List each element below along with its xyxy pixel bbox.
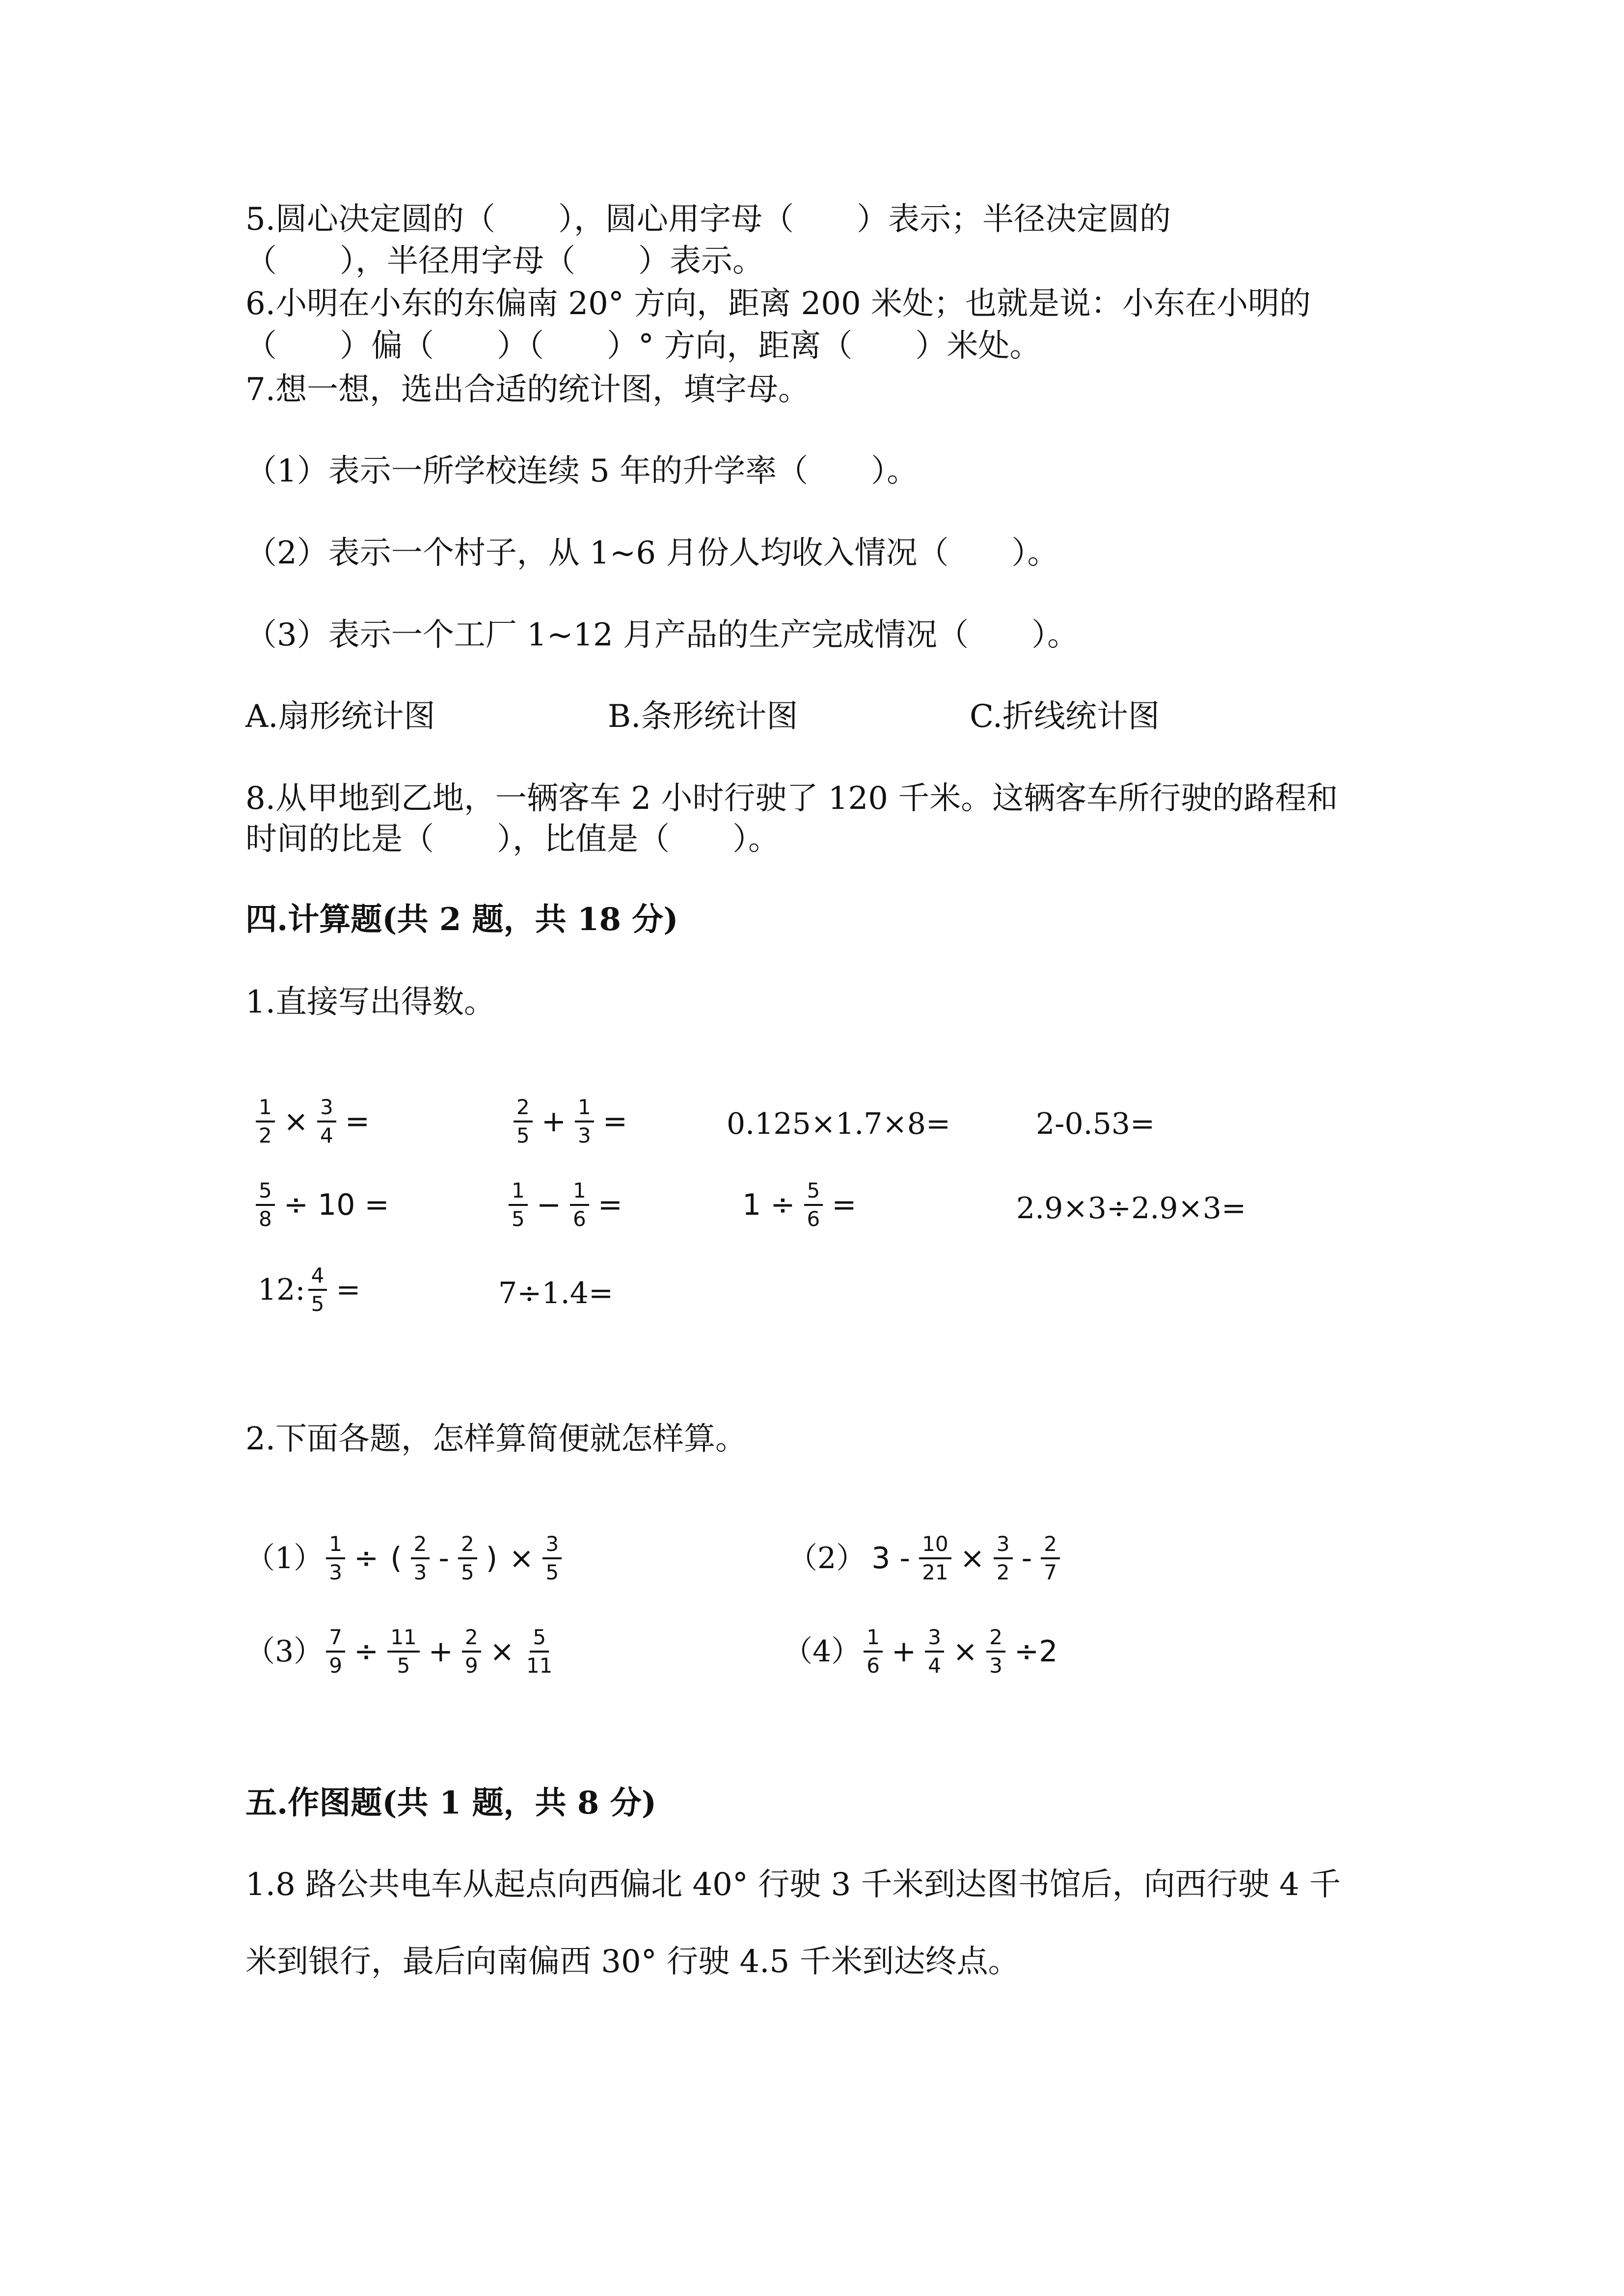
fraction: $\frac{11}{5}$ [387, 1627, 419, 1676]
expr-r2c2: $\frac{1}{5}$ − $\frac{1}{6}$ = [506, 1180, 628, 1229]
s5-q1-line2: 米到银行，最后向南偏西 30° 行驶 4.5 千米到达终点。 [245, 1944, 1020, 1980]
fraction: $\frac{5}{8}$ [256, 1180, 275, 1229]
section5-heading: 五.作图题(共 1 题，共 8 分) [245, 1785, 657, 1821]
fraction: $\frac{2}{7}$ [1041, 1534, 1060, 1583]
q7-option-b: B.条形统计图 [608, 698, 798, 735]
expr-q2-3: （3） $\frac{7}{9}$ ÷ $\frac{11}{5}$ + $\frac{2}{9}$ × $\frac{5}{11}$ [245, 1627, 558, 1676]
q5-line2: （ ），半径用字母（ ）表示。 [245, 243, 764, 279]
fraction: $\frac{2}{5}$ [458, 1534, 477, 1583]
fraction: $\frac{5}{11}$ [526, 1625, 553, 1678]
fraction: $\frac{1}{6}$ [864, 1627, 883, 1676]
q8-line2: 时间的比是（ ），比值是（ ）。 [245, 821, 780, 857]
fraction: $\frac{5}{6}$ [804, 1180, 823, 1229]
q7-item-2: （2）表示一个村子，从 1~6 月份人均收入情况（ ）。 [245, 535, 1059, 571]
q7-title: 7.想一想，选出合适的统计图，填字母。 [245, 372, 810, 408]
fraction: $\frac{1}{6}$ [570, 1180, 589, 1229]
fraction: $\frac{2}{3}$ [411, 1534, 430, 1583]
s4-q2-title: 2.下面各题，怎样算简便就怎样算。 [245, 1421, 747, 1457]
q6-line2: （ ）偏（ ）（ ）° 方向，距离（ ）米处。 [245, 328, 1041, 364]
expr-r2c4: 2.9×3÷2.9×3= [1016, 1191, 1246, 1226]
expr-r1c2: $\frac{2}{5}$ + $\frac{1}{3}$ = [511, 1097, 633, 1146]
fraction: $\frac{1}{3}$ [575, 1097, 594, 1146]
q6-line1: 6.小明在小东的东偏南 20° 方向，距离 200 米处；也就是说：小东在小明的 [245, 286, 1311, 322]
fraction: $\frac{3}{5}$ [542, 1534, 562, 1583]
fraction: $\frac{2}{9}$ [462, 1627, 481, 1676]
fraction: $\frac{3}{2}$ [994, 1534, 1013, 1583]
fraction: $\frac{3}{4}$ [925, 1627, 944, 1676]
q7-option-a: A.扇形统计图 [245, 698, 435, 735]
fraction: $\frac{1}{2}$ [256, 1097, 275, 1146]
expr-r1c3: 0.125×1.7×8= [727, 1107, 951, 1141]
q7-item-1: （1）表示一所学校连续 5 年的升学率（ ）。 [245, 453, 919, 489]
expr-r2c3: 1 ÷ $\frac{5}{6}$ = [742, 1178, 857, 1231]
fraction: $\frac{10}{21}$ [919, 1534, 951, 1583]
fraction: $\frac{4}{5}$ [308, 1265, 327, 1314]
expr-r1c1: $\frac{1}{2}$ × $\frac{3}{4}$ = [253, 1097, 376, 1146]
s4-q1-title: 1.直接写出得数。 [245, 984, 496, 1020]
section4-heading: 四.计算题(共 2 题，共 18 分) [245, 901, 678, 938]
expr-q2-4: （4） $\frac{1}{6}$ + $\frac{3}{4}$ × $\frac{2}{3}$ ÷2 [783, 1625, 1058, 1678]
fraction: $\frac{7}{9}$ [326, 1627, 345, 1676]
fraction: $\frac{2}{5}$ [514, 1097, 533, 1146]
fraction: $\frac{1}{5}$ [509, 1180, 528, 1229]
expr-q2-2: （2） 3 - $\frac{10}{21}$ × $\frac{3}{2}$ - $\frac{2}{7}$ [788, 1534, 1063, 1583]
q7-option-c: C.折线统计图 [970, 698, 1160, 735]
expr-r3c1: 12: $\frac{4}{5}$ = [258, 1263, 361, 1316]
fraction: $\frac{1}{3}$ [326, 1534, 345, 1583]
expr-r2c1: $\frac{5}{8}$ ÷ 10 = [253, 1180, 395, 1229]
expr-q2-1: （1） $\frac{1}{3}$ ÷ ( $\frac{2}{3}$ - $\frac{2}{5}$ ) × $\frac{3}{5}$ [245, 1534, 565, 1583]
expr-r1c4: 2-0.53= [1036, 1107, 1155, 1141]
q8-line1: 8.从甲地到乙地，一辆客车 2 小时行驶了 120 千米。这辆客车所行驶的路程和 [245, 780, 1338, 817]
expr-r3c2: 7÷1.4= [498, 1276, 614, 1310]
q7-item-3: （3）表示一个工厂 1~12 月产品的生产完成情况（ ）。 [245, 617, 1079, 653]
q5-line1: 5.圆心决定圆的（ ），圆心用字母（ ）表示；半径决定圆的 [245, 201, 1171, 238]
s5-q1-line1: 1.8 路公共电车从起点向西偏北 40° 行驶 3 千米到达图书馆后，向西行驶 4 千 [245, 1867, 1341, 1903]
fraction: $\frac{3}{4}$ [317, 1097, 336, 1146]
fraction: $\frac{2}{3}$ [986, 1627, 1005, 1676]
